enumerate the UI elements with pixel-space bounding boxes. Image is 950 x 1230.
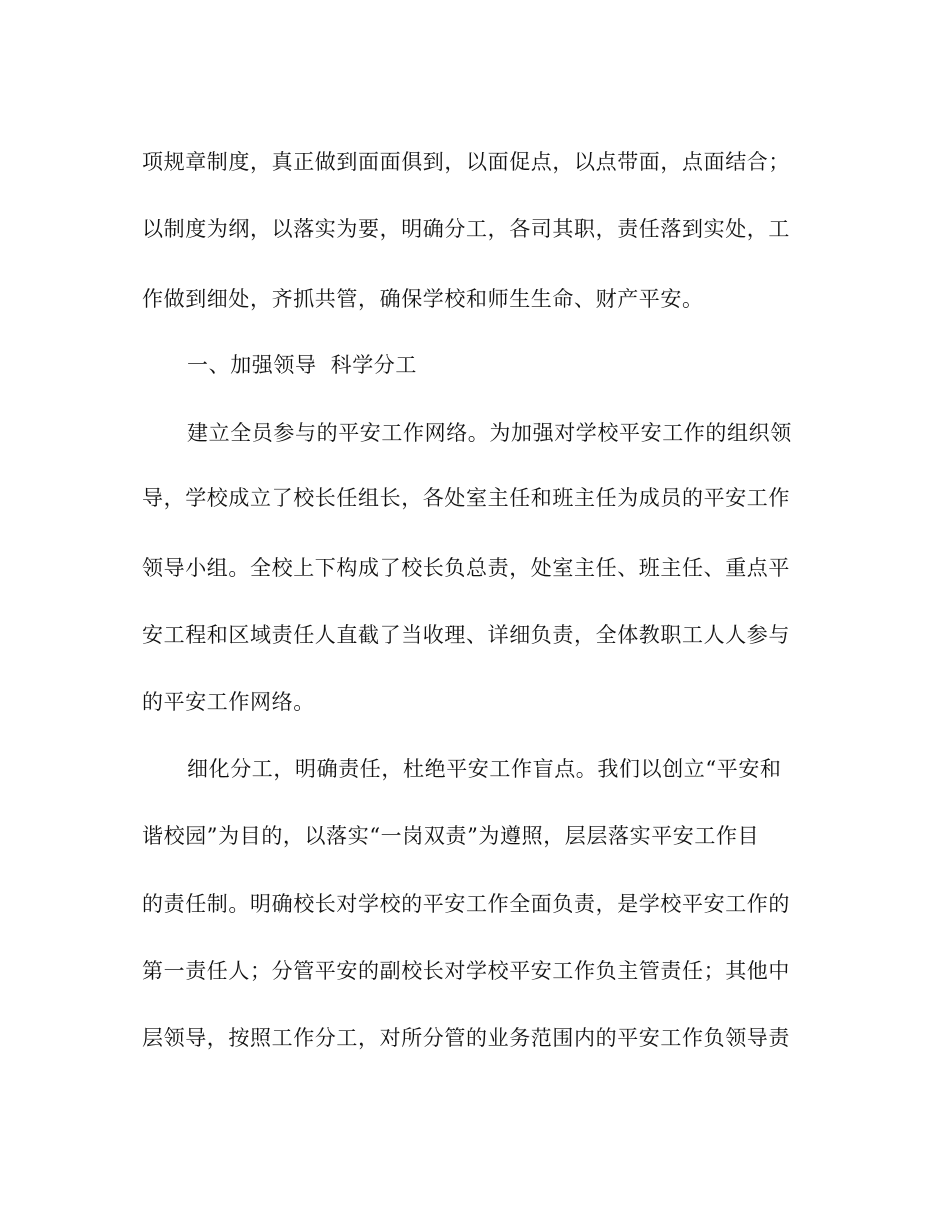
section-heading-text: 科学分工: [330, 353, 418, 377]
section-heading-number: 一、加强领导: [187, 353, 317, 377]
paragraph-line: 以制度为纲，以落实为要，明确分工，各司其职，责任落到实处，工: [142, 217, 790, 241]
paragraph-line: 第一责任人；分管平安的副校长对学校平安工作负主管责任；其他中: [142, 959, 790, 983]
paragraph-line: 领导小组。全校上下构成了校长负总责，处室主任、班主任、重点平: [142, 556, 790, 580]
paragraph-line: 的平安工作网络。: [142, 690, 315, 714]
paragraph-line: 谐校园”为目的，以落实“一岗双责”为遵照，层层落实平安工作目: [142, 824, 760, 848]
paragraph-line: 安工程和区域责任人直截了当收理、详细负责，全体教职工人人参与: [142, 623, 790, 647]
paragraph-line: 的责任制。明确校长对学校的平安工作全面负责，是学校平安工作的: [142, 892, 790, 916]
paragraph-line: 导，学校成立了校长任组长，各处室主任和班主任为成员的平安工作: [142, 486, 790, 510]
section-heading: [187, 350, 808, 380]
paragraph-line: 层领导，按照工作分工，对所分管的业务范围内的平安工作负领导责: [142, 1026, 790, 1050]
paragraph-line: 建立全员参与的平安工作网络。为加强对学校平安工作的组织领: [187, 421, 792, 445]
paragraph-line: 作做到细处，齐抓共管，确保学校和师生生命、财产平安。: [142, 287, 704, 311]
paragraph-line: 项规章制度，真正做到面面俱到，以面促点，以点带面，点面结合；: [142, 150, 790, 174]
paragraph-line: 细化分工，明确责任，杜绝平安工作盲点。我们以创立“平安和: [187, 757, 782, 781]
